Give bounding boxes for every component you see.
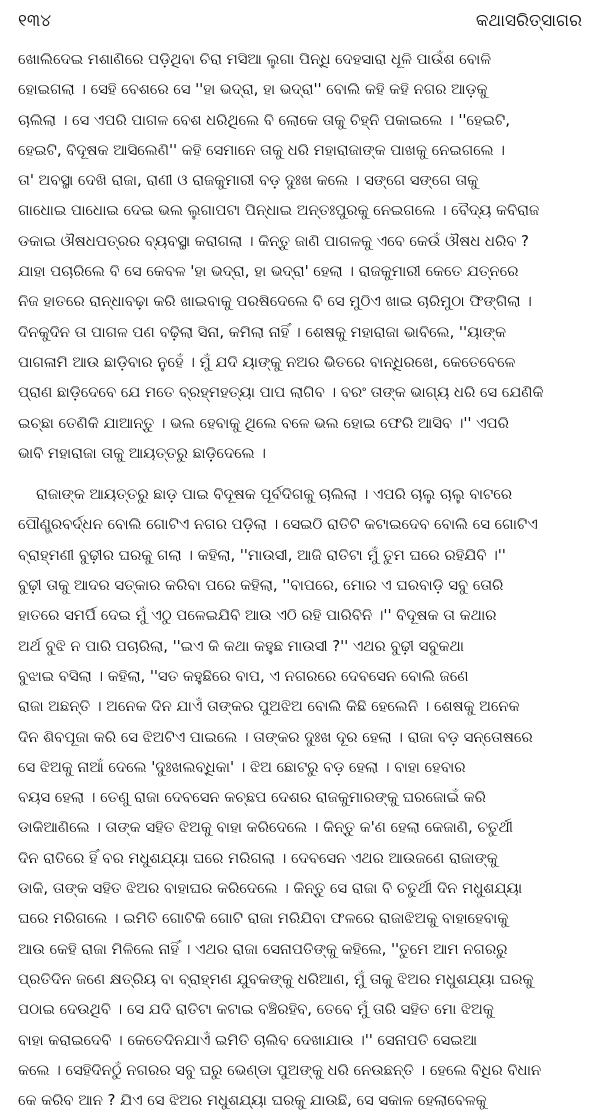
text-line: ତା' ଅବସ୍ଥା ଦେଖି ରାଜା, ରାଣୀ ଓ ରାଜକୁମାରୀ ବଡ଼ ଦୁଃଖ କଲେ । ସଙ୍ଗେ ସଙ୍ଗେ ତାକୁ [18, 171, 479, 190]
text-line: ବୁଢ଼ୀ ତାକୁ ଆଦର ସତ୍କାର କରିବା ପରେ କହିଲା, ''ବାପରେ, ମୋର ଏ ଘରବାଡ଼ି ସବୁ ତୋରି [18, 576, 504, 595]
text-line: ଘରେ ମରିଗଲେ । ଇମିତି ଗୋଟିକି ଗୋଟି ରାଜା ମରିଯିବା ଫଳରେ ରାଜାଝିଅକୁ ବାହାହେବାକୁ [18, 909, 509, 928]
text-line: ବୟସ ହେଲା । ତେଣୁ ରାଜା ଦେବସେନ କଚ୍ଛପ ଦେଶର ରାଜକୁମାରଙ୍କୁ ଘରଜୋଇଁ କରି [18, 788, 486, 807]
page-number: ୧୩୪ [18, 11, 52, 31]
text-line: କଲେ । ସେହିଦିନଠୁଁ ନଗରର ସବୁ ଘରୁ ଭେଣ୍ଡା ପୁଅଙ୍କୁ ଧରି ନେଉଛନ୍ତି । ହେଲେ ବିଧିର ବିଧାନ [18, 1060, 542, 1079]
text-line: ହେଇଟି, ବିଦୂଷକ ଆସିଲେଣି'' କହି ସେମାନେ ତାକୁ ଧରି ମହାରାଜାଙ୍କ ପାଖକୁ ନେଇଗଲେ । [18, 140, 505, 159]
paragraph-1 [18, 44, 584, 468]
text-line: ହୋଇଗଲା । ସେହି ବେଶରେ ସେ ''ହା ଭଦ୍ରା, ହା ଭଦ୍ରା'' ବୋଲି କହି କହି ନଗର ଆଡ଼କୁ [18, 80, 488, 99]
text-line: ବ୍ରାହ୍ମଣୀ ବୁଢ଼ୀର ଘରକୁ ଗଲା । କହିଲା, ''ମାଉସୀ, ଆଜି ରାତିଟା ମୁଁ ତୁମ ଘରେ ରହିଯିବି ।'' [18, 545, 506, 564]
page-body [18, 44, 584, 1115]
text-line: ପ୍ରତିଦିନ ଜଣେ କ୍ଷତ୍ରିୟ ବା ବ୍ରାହ୍ମଣ ଯୁବକଙ୍କୁ ଧରିଆଣ, ମୁଁ ତାକୁ ଝିଅର ମଧୁଶଯ୍ୟା ଘରକୁ [18, 969, 534, 988]
text-line: ଯାହା ପଚାରିଲେ ବି ସେ କେବଳ 'ହା ଭଦ୍ରା, ହା ଭଦ୍ରା' ହେଲା । ରାଜକୁମାରୀ କେତେ ଯତ୍ନରେ [18, 262, 519, 281]
paragraph-gap [18, 468, 584, 479]
text-line: ଡକାଇ ଔଷଧପତ୍ରର ବ୍ୟବସ୍ଥା କରାଗଲା । କିନ୍ତୁ ଜାଣି ପାଗଳକୁ ଏବେ କେଉଁ ଔଷଧ ଧରିବ ? [18, 231, 529, 250]
text-line: ଦିନ ରାତିରେ ହିଁ ବର ମଧୁଶଯ୍ୟା ଘରେ ମରିଗଲା । ଦେବସେନ ଏଥର ଆଉଜଣେ ରାଜାଙ୍କୁ [18, 848, 498, 867]
text-line: ଚାଲିଲା । ସେ ଏପରି ପାଗଳ ବେଶ ଧରିଥିଲେ ବି ଲୋକେ ତାକୁ ଚିହ୍ନି ପକାଇଲେ । ''ହେଇଟି, [18, 110, 510, 129]
text-line: କେ କରିବ ଆନ ? ଯିଏ ସେ ଝିଅର ମଧୁଶଯ୍ୟା ଘରକୁ ଯାଉଛି, ସେ ସକାଳ ହେଲାବେଳକୁ [18, 1091, 487, 1110]
text-line: ଅର୍ଥ ବୁଝି ନ ପାରି ପଚାରିଲା, ''ଇଏ କି କଥା କହୁଛ ମାଉସୀ ?'' ଏଥର ବୁଢ଼ୀ ସବୁକଥା [18, 636, 465, 655]
text-line: ନିଜ ହାତରେ ରାନ୍ଧାବଢ଼ା କରି ଖାଇବାକୁ ପରଷିଦେଲେ ବି ସେ ମୁଠିଏ ଖାଇ ଚାରିମୁଠା ଫିଙ୍ଗିଲା । [18, 292, 532, 311]
text-line: ଦିନ ଶିବପୂଜା କରି ସେ ଝିଅଟିଏ ପାଇଲେ । ତାଙ୍କର ଦୁଃଖ ଦୂର ହେଲା । ରାଜା ବଡ଼ ସନ୍ତୋଷରେ [18, 727, 533, 746]
text-line: ଇଚ୍ଛା ତେଣିକି ଯାଆନ୍ତୁ । ଭଲ ହେବାକୁ ଥିଲେ ବଳେ ଭଲ ହୋଇ ଫେରି ଆସିବ ।'' ଏପରି [18, 413, 509, 432]
paragraph-2 [18, 479, 584, 1115]
page-header [18, 8, 582, 34]
text-line: ଖୋଲିଦେଇ ମଶାଣିରେ ପଡ଼ିଥିବା ଚିରା ମସିଆ ଲୁଗା ପିନ୍ଧି ଦେହସାରା ଧୂଳି ପାଉଁଶ ବୋଳି [18, 50, 491, 68]
text-line: ଦିନକୁଦିନ ତା ପାଗଳ ପଣ ବଢ଼ିଲା ସିନା, କମିଲା ନାହିଁ । ଶେଷକୁ ମହାରାଜା ଭାବିଲେ, ''ୟାଙ୍କ [18, 322, 506, 341]
running-title: କଥାସରିତ୍‌ସାଗର [475, 11, 582, 31]
text-line: ଭାବି ମହାରାଜା ତାକୁ ଆୟତ୍ତରୁ ଛାଡ଼ିଦେଲେ । [18, 443, 266, 462]
text-line: ପଠାଇ ଦେଉଥିବି । ସେ ଯଦି ରାତିଟା କଟାଇ ବଞ୍ଚିରହିବ, ତେବେ ମୁଁ ତାରି ସହିତ ମୋ ଝିଅକୁ [18, 1000, 494, 1019]
text-line: ରାଜା ଅଛନ୍ତି । ଅନେକ ଦିନ ଯାଏଁ ତାଙ୍କର ପୁଅଝିଅ ବୋଲି କିଛି ହେଲେନି । ଶେଷକୁ ଅନେକ [18, 697, 520, 716]
text-line: ଡାକିଆଣିଲେ । ତାଙ୍କ ସହିତ ଝିଅକୁ ବାହା କରିଦେଲେ । କିନ୍ତୁ କ'ଣ ହେଲା କେଜାଣି, ଚତୁର୍ଥୀ [18, 818, 513, 837]
text-line: ପାଗଳାମି ଆଉ ଛାଡ଼ିବାର ନୁହେଁ । ମୁଁ ଯଦି ୟାଙ୍କୁ ନଅର ଭିତରେ ବାନ୍ଧିରଖେ, କେତେବେଳେ [18, 352, 516, 371]
text-line: ପ୍ରାଣ ଛାଡ଼ିଦେବେ ଯେ ମତେ ବ୍ରହ୍ମହତ୍ୟା ପାପ ଲାଗିବ । ବରଂ ତାଙ୍କ ଭାଗ୍ୟ ଧରି ସେ ଯେଣିକି [18, 383, 544, 402]
text-line: ଆଉ କେହି ରାଜା ମିଳିଲେ ନାହିଁ । ଏଥର ରାଜା ସେନାପତିଙ୍କୁ କହିଲେ, ''ତୁମେ ଆମ ନଗରରୁ [18, 939, 508, 958]
text-line: ଡାକି, ତାଙ୍କ ସହିତ ଝିଅର ବାହାଘର କରିଦେଲେ । କିନ୍ତୁ ସେ ରାଜା ବି ଚତୁର୍ଥୀ ଦିନ ମଧୁଶଯ୍ୟା [18, 879, 523, 898]
text-line: ରାଜାଙ୍କ ଆୟତ୍ତରୁ ଛାଡ଼ ପାଇ ବିଦୂଷକ ପୂର୍ବଦିଗକୁ ଚାଲିଲା । ଏପରି ଚାଲୁ ଚାଲୁ ବାଟରେ [36, 485, 513, 504]
text-line: ପୌଣ୍ଡ୍ରବର୍ଦ୍ଧନ ବୋଲି ଗୋଟିଏ ନଗର ପଡ଼ିଲା । ସେଇଠି ରାତିଟି କଟାଇଦେବ ବୋଲି ସେ ଗୋଟିଏ [18, 515, 538, 534]
text-line: ହାତରେ ସମର୍ପି ଦେଇ ମୁଁ ଏଠୁ ପଳେଇଯିବି ଆଉ ଏଠି ରହି ପାରିବିନି ।'' ବିଦୂଷକ ତା କଥାର [18, 606, 497, 625]
text-line: ବାହା କରାଇଦେବି । କେତେଦିନଯାଏଁ ଇମିତି ଚାଲିବ ଦେଖାଯାଉ ।'' ସେନାପତି ସେଇଆ [18, 1030, 477, 1049]
text-line: ଗାଧୋଇ ପାଧୋଇ ଦେଇ ଭଲ ଲୁଗାପଟା ପିନ୍ଧାଇ ଅନ୍ତଃପୁରକୁ ନେଇଗଲେ । ବୈଦ୍ୟ କବିରାଜ [18, 201, 540, 220]
text-line: ସେ ଝିଅକୁ ନାଆଁ ଦେଲେ 'ଦୁଃଖଲବ୍ଧିକା' । ଝିଅ ଛୋଟରୁ ବଡ଼ ହେଲା । ବାହା ହେବାର [18, 757, 466, 776]
text-line: ବୁଝାଇ ବସିଲା । କହିଲା, ''ସତ କହୁଛିରେ ବାପ, ଏ ନଗରରେ ଦେବସେନ ବୋଲି ଜଣେ [18, 666, 469, 685]
